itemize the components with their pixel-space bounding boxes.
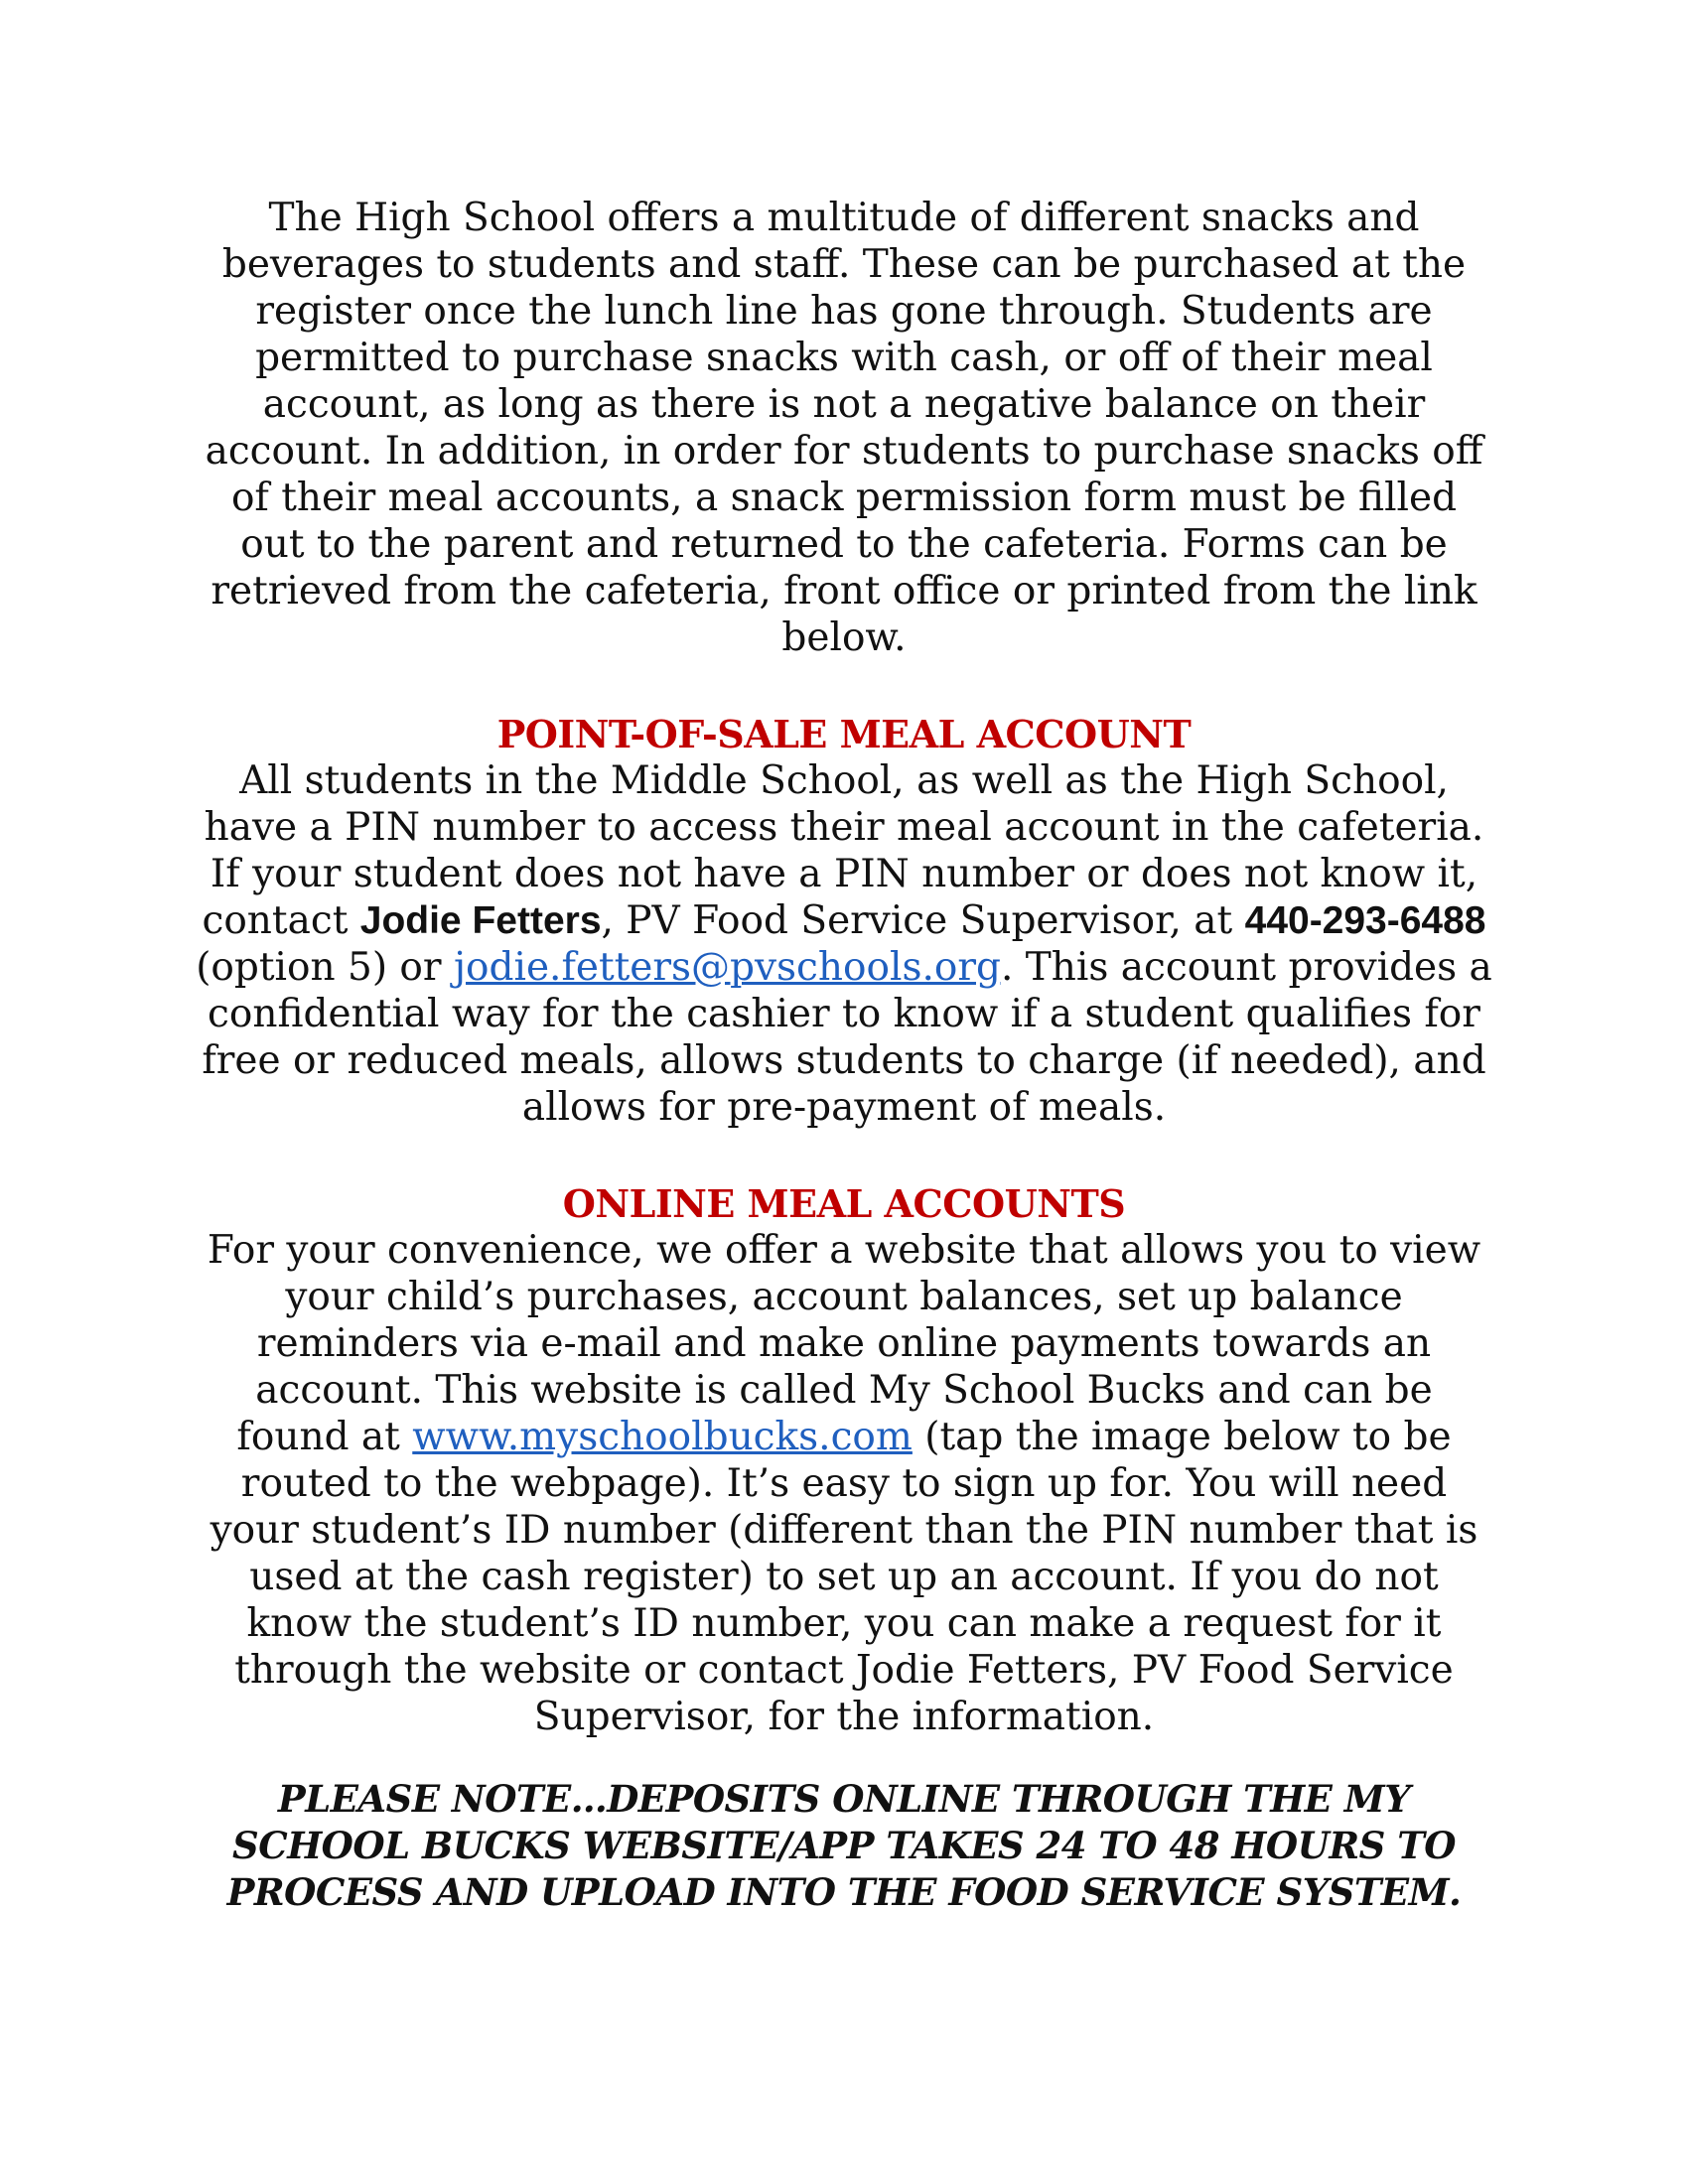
deposit-processing-note: PLEASE NOTE…DEPOSITS ONLINE THROUGH THE MY SCHOOL BUCKS WEBSITE/APP TAKES 24 TO 48 HOURS TO PROCESS AND UPLOAD INTO THE FOOD SERVICE SYSTEM. — [226, 1777, 1462, 1914]
pos-text-3: (option 5) or — [196, 945, 454, 990]
pos-meal-account-paragraph — [194, 757, 1494, 1131]
pos-text-1: All students in the Middle School, as well as the High School, have a PIN number to access their meal account in the cafeteria. If your student does not have a PIN number or does not know it, contact — [202, 758, 1484, 943]
pos-text-4: . This account provides a confidential way for the cashier to know if a student qualifies for free or reduced meals, allows students to charge (if needed), and allows for pre-payment of meals. — [202, 945, 1492, 1130]
myschoolbucks-link[interactable]: www.myschoolbucks.com — [412, 1415, 913, 1459]
phone-number: 440-293-6488 — [1244, 899, 1486, 942]
pos-meal-account-heading: POINT-OF-SALE MEAL ACCOUNT — [496, 712, 1192, 756]
email-link[interactable]: jodie.fetters@pvschools.org — [453, 945, 1001, 990]
online-meal-accounts-paragraph — [194, 1227, 1494, 1740]
intro-paragraph: The High School offers a multitude of different snacks and beverages to students and staff. These can be purchased at the register once the lunch line has gone through. Students are permitted to purchase snacks with cash, or off of their meal account, as long as there is not a negative balance on their account. In addition, in order for students to purchase snacks off of their meal accounts, a snack permission form must be filled out to the parent and returned to the cafeteria. Forms can be retrieved from the cafeteria, front office or printed from the link below. — [205, 196, 1483, 660]
contact-name: Jodie Fetters — [359, 899, 602, 942]
document-page — [194, 195, 1494, 1916]
pos-text-2: , PV Food Service Supervisor, at — [601, 898, 1245, 943]
online-text-1: For your convenience, we offer a website that allows you to view your child’s purchases, account balances, set up balance reminders via e-mail and make online payments towards an account. This website is called My School Bucks and can be found at — [207, 1228, 1481, 1459]
online-meal-accounts-heading: ONLINE MEAL ACCOUNTS — [562, 1181, 1126, 1226]
online-text-2: (tap the image below to be routed to the webpage). It’s easy to sign up for. You will need your student’s ID number (different than the PIN number that is used at the cash register) to set up an account. If you do not know the student’s ID number, you can make a request for it through the website or contact Jodie Fetters, PV Food Service Supervisor, for the information. — [210, 1415, 1478, 1739]
